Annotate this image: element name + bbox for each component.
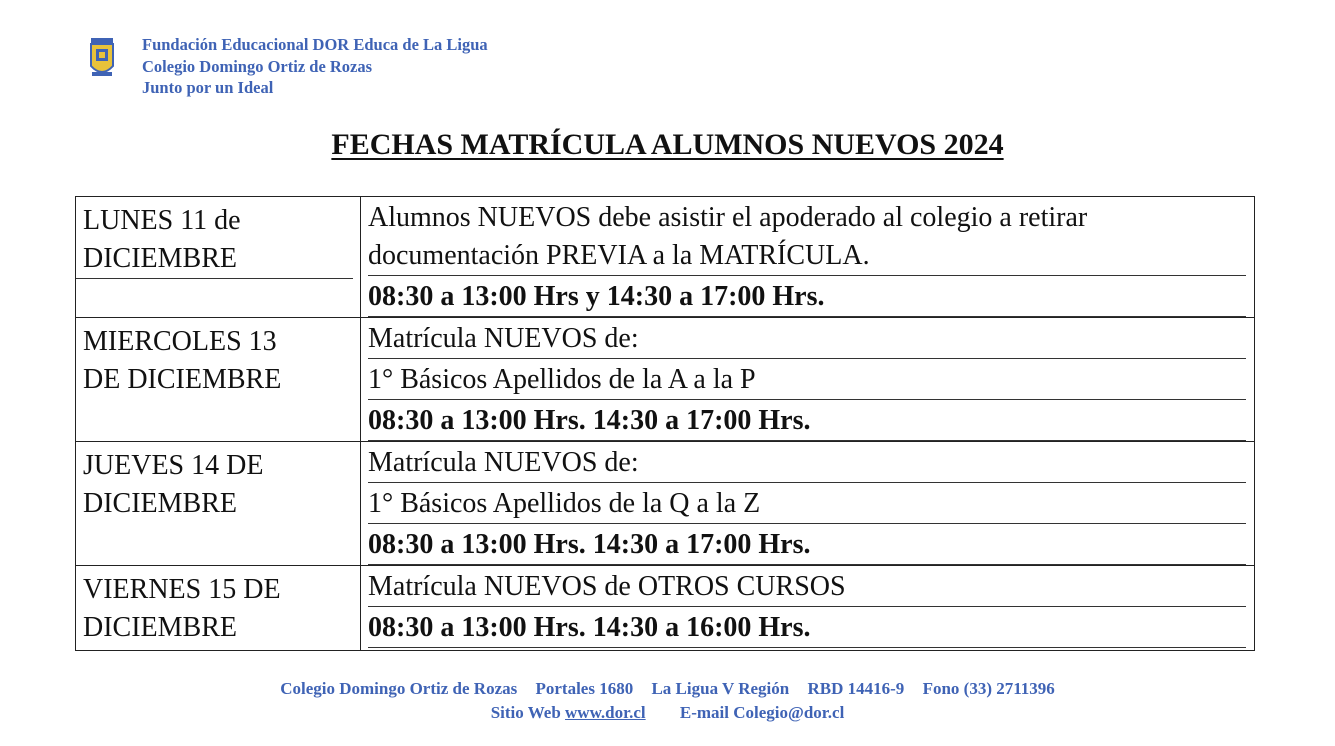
day-label: MIERCOLES 13	[83, 326, 277, 357]
detail-line: 1° Básicos Apellidos de la A a la P	[368, 359, 1246, 400]
detail-cell	[361, 442, 1255, 566]
schedule-hours: 08:30 a 13:00 Hrs y 14:30 a 17:00 Hrs.	[368, 276, 1246, 317]
day-label: VIERNES 15 DE	[83, 574, 281, 605]
detail-line: Matrícula NUEVOS de:	[368, 442, 1246, 483]
detail-cell	[361, 197, 1255, 318]
day-cell	[76, 566, 361, 651]
letterhead	[88, 34, 488, 99]
schedule-hours: 08:30 a 13:00 Hrs. 14:30 a 17:00 Hrs.	[368, 524, 1246, 565]
website-link[interactable]: www.dor.cl	[565, 703, 646, 722]
footer	[0, 677, 1335, 725]
footer-school: Colegio Domingo Ortiz de Rozas	[280, 679, 518, 698]
detail-line: Alumnos NUEVOS debe asistir el apoderado al colegio a retirar documentación PREVIA a la MATRÍCULA.	[368, 197, 1246, 276]
footer-email: E-mail Colegio@dor.cl	[679, 703, 845, 722]
schedule-hours: 08:30 a 13:00 Hrs. 14:30 a 17:00 Hrs.	[368, 400, 1246, 441]
school-crest-icon	[88, 36, 116, 80]
school-motto: Junto por un Ideal	[142, 78, 274, 97]
detail-line: Matrícula NUEVOS de:	[368, 318, 1246, 359]
table-row	[76, 442, 1255, 566]
detail-cell	[361, 566, 1255, 651]
table-row	[76, 318, 1255, 442]
footer-web-label: Sitio Web	[490, 703, 561, 722]
school-name: Colegio Domingo Ortiz de Rozas	[142, 56, 373, 76]
day-label: LUNES 11 de	[83, 205, 241, 236]
schedule-hours: 08:30 a 13:00 Hrs. 14:30 a 16:00 Hrs.	[368, 607, 1246, 648]
footer-region: La Ligua V Región	[651, 679, 790, 698]
footer-address: Portales 1680	[535, 679, 634, 698]
detail-line: 1° Básicos Apellidos de la Q a la Z	[368, 483, 1246, 524]
detail-line: Matrícula NUEVOS de OTROS CURSOS	[368, 566, 1246, 607]
day-label: DE DICIEMBRE	[83, 364, 282, 395]
footer-phone: Fono (33) 2711396	[922, 679, 1055, 698]
day-label: DICIEMBRE	[83, 612, 237, 643]
detail-cell	[361, 318, 1255, 442]
footer-rbd: RBD 14416-9	[807, 679, 905, 698]
table-row	[76, 566, 1255, 651]
table-row	[76, 197, 1255, 318]
day-label: DICIEMBRE	[83, 488, 237, 519]
day-cell	[76, 197, 361, 318]
day-label: DICIEMBRE	[83, 243, 237, 274]
enrollment-schedule-table	[75, 196, 1255, 651]
day-cell	[76, 318, 361, 442]
day-label: JUEVES 14 DE	[83, 450, 264, 481]
page-title: FECHAS MATRÍCULA ALUMNOS NUEVOS 2024	[331, 128, 1004, 161]
day-cell	[76, 442, 361, 566]
foundation-name: Fundación Educacional DOR Educa de La Ligua	[142, 35, 488, 54]
